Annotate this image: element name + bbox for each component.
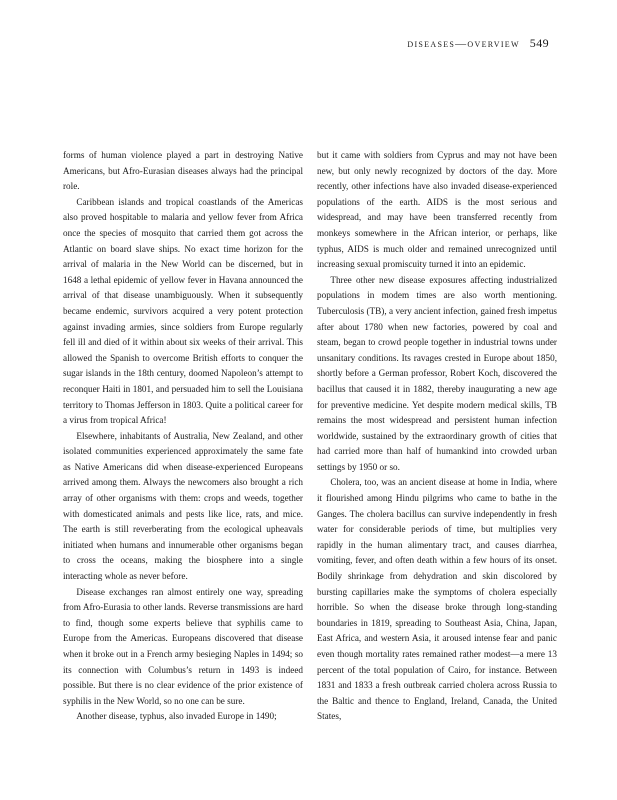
paragraph: Another disease, typhus, also invaded Europe in 1490; xyxy=(76,711,277,722)
paragraph: Elsewhere, inhabitants of Australia, New Zealand, and other isolated communities experienced approximately the same fate as Native Americans did when disease-experienced Europeans arrived among them. Always the newcomers also brought a rich array of other organisms with them: crops and weeds, together with domesticated animals and pests like lice, rats, and mice. The earth is still reverberating from the ecological upheavals initiated when humans and innumerable other organisms began to cross the oceans, making the biosphere into a single interacting whole as never before. xyxy=(63,430,303,582)
left-column xyxy=(63,148,303,725)
paragraph: forms of human violence played a part in destroying Native Americans, but Afro-Eurasian diseases always had the principal role. xyxy=(63,150,303,192)
paragraph: Cholera, too, was an ancient disease at home in India, where it flourished among Hindu pilgrims who came to bathe in the Ganges. The cholera bacillus can survive independently in fresh water for considerable periods of time, but multiplies very rapidly in the human alimentary tract, and causes diarrhea, vomiting, fever, and often death within a few hours of its onset. Bodily shrinkage from dehydration and skin discolored by bursting capillaries make the symptoms of cholera especially horrible. So when the disease broke through long-standing boundaries in 1819, spreading to Southeast Asia, China, Japan, East Africa, and western Asia, it aroused intense fear and panic even though mortality rates remained rather modest—a mere 13 percent of the total population of Cairo, for instance. Between 1831 and 1833 a fresh outbreak carried cholera across Russia to the Baltic and thence to England, Ireland, Canada, the United States, xyxy=(317,477,557,722)
section-title: diseases—overview xyxy=(407,38,520,50)
paragraph: Three other new disease exposures affecting industrialized populations in modem times are also worth mentioning. Tuberculosis (TB), a very ancient infection, gained fresh impetus after about 1780 when new factories, powered by coal and steam, began to crowd people together in industrial towns under unsanitary conditions. Its ravages crested in Europe about 1850, shortly before a German professor, Robert Koch, discovered the bacillus that caused it in 1882, thereby inaugurating a new age for preventive medicine. Yet despite modern medical skills, TB remains the most widespread and persistent human infection worldwide, sustained by the extraordinary growth of cities that had carried more than half of humankind into crowded urban settings by 1950 or so. xyxy=(317,274,557,472)
right-column xyxy=(317,148,557,725)
paragraph: Caribbean islands and tropical coastlands of the Americas also proved hospitable to malaria and yellow fever from Africa once the species of mosquito that carried them got across the Atlantic on board slave ships. No exact time horizon for the arrival of malaria in the New World can be discerned, but in 1648 a lethal epidemic of yellow fever in Havana announced the arrival of that disease unambiguously. When it subsequently became endemic, survivors acquired a very potent protection against invading armies, since soldiers from Europe regularly fell ill and died of it within about six weeks of their arrival. This allowed the Spanish to overcome British efforts to conquer the sugar islands in the 18th century, doomed Napoleon’s attempt to reconquer Haiti in 1801, and persuaded him to sell the Louisiana territory to Thomas Jefferson in 1803. Quite a political career for a virus from tropical Africa! xyxy=(63,196,303,426)
paragraph: Disease exchanges ran almost entirely one way, spreading from Afro-Eurasia to other lands. Reverse transmissions are hard to find, though some experts believe that syphilis came to Europe from the Americas. Europeans discovered that disease when it broke out in a French army besieging Naples in 1494; so its connection with Columbus’s return in 1493 is indeed possible. But there is no clear evidence of the prior existence of syphilis in the New World, so no one can be sure. xyxy=(63,586,303,706)
paragraph: but it came with soldiers from Cyprus and may not have been new, but only newly recognized by doctors of the day. More recently, other infections have also invaded disease-experienced populations of the earth. AIDS is the most serious and widespread, and may have been transferred recently from monkeys somewhere in the African interior, or perhaps, like typhus, AIDS is much older and remained unrecognized until increasing sexual promiscuity turned it into an epidemic. xyxy=(317,150,557,270)
running-head xyxy=(407,36,549,51)
page-number: 549 xyxy=(529,36,549,50)
